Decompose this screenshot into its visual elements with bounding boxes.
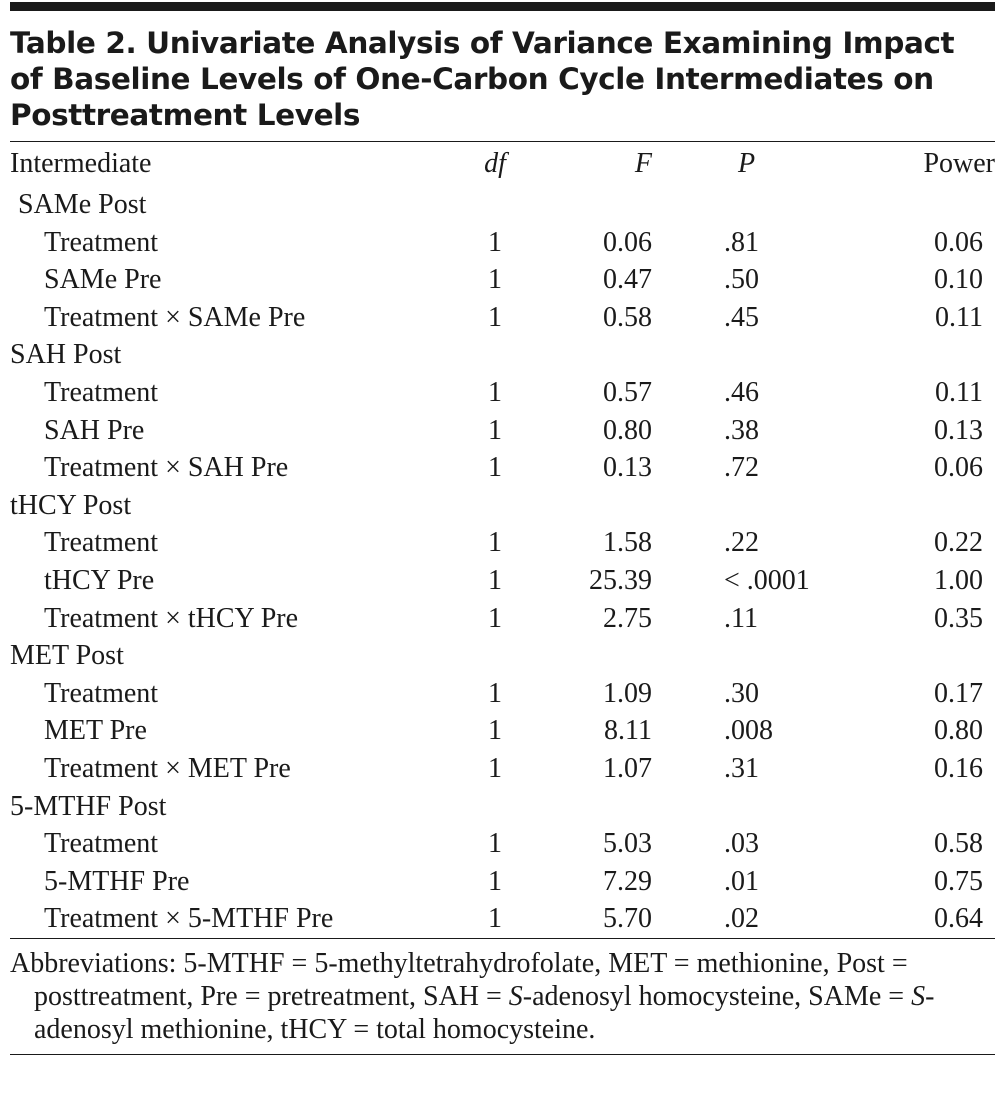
abbr-text-3: -adenosyl methionine, tHCY = total homocysteine. — [34, 980, 935, 1045]
abbr-text-1: Abbreviations: 5-MTHF = 5-methyltetrahydrofolate, MET = methionine, Post = posttreatment, Pre = pretreatment, SAH = — [10, 947, 908, 1012]
cell-p: .46 — [724, 376, 759, 408]
abbreviations-note — [10, 947, 999, 1046]
col-header-p: P — [738, 148, 756, 179]
cell-p: .81 — [724, 226, 759, 258]
cell-df: 1 — [488, 564, 502, 596]
cell-p: .31 — [724, 752, 759, 784]
cell-power: 0.22 — [934, 527, 983, 559]
cell-intermediate: Treatment — [44, 226, 159, 258]
table-row — [10, 712, 995, 750]
cell-df: 1 — [488, 903, 502, 935]
cell-power: 0.75 — [934, 865, 983, 897]
cell-f: 8.11 — [604, 715, 652, 747]
anova-table — [10, 142, 995, 938]
cell-p: .11 — [724, 602, 758, 634]
cell-p: .45 — [724, 301, 759, 333]
cell-p: .02 — [724, 903, 759, 935]
cell-power: 0.13 — [934, 414, 983, 446]
cell-f: 0.58 — [603, 301, 652, 333]
footer-rule — [10, 1054, 995, 1055]
table-row — [10, 524, 995, 562]
cell-df: 1 — [488, 752, 502, 784]
cell-f: 2.75 — [603, 602, 652, 634]
group-label: tHCY Post — [10, 489, 132, 521]
cell-df: 1 — [488, 715, 502, 747]
group-row — [10, 336, 995, 374]
cell-power: 0.80 — [934, 715, 983, 747]
cell-f: 0.13 — [603, 452, 652, 484]
cell-intermediate: SAMe Pre — [44, 264, 162, 296]
table-row — [10, 449, 995, 487]
cell-power: 0.16 — [934, 752, 983, 784]
cell-f: 1.58 — [603, 527, 652, 559]
cell-f: 0.06 — [603, 226, 652, 258]
cell-p: < .0001 — [724, 564, 810, 596]
cell-intermediate: Treatment — [44, 677, 159, 709]
col-header-intermediate: Intermediate — [10, 148, 152, 179]
cell-df: 1 — [488, 602, 502, 634]
cell-power: 0.11 — [935, 376, 983, 408]
table-row — [10, 675, 995, 713]
cell-intermediate: Treatment — [44, 828, 159, 860]
table-container — [10, 0, 995, 1055]
table-title: Table 2. Univariate Analysis of Variance Examining Impact of Baseline Levels of One-Carbon Cycle Intermediates on Posttreatment Levels — [10, 26, 955, 132]
group-label: 5-MTHF Post — [10, 790, 167, 822]
abbr-italic-s-2: S — [911, 980, 926, 1012]
cell-f: 0.47 — [603, 264, 652, 296]
cell-p: .30 — [724, 677, 759, 709]
table-row — [10, 299, 995, 337]
header-row — [10, 142, 995, 186]
cell-df: 1 — [488, 865, 502, 897]
group-label: MET Post — [10, 640, 124, 672]
col-header-df: df — [484, 148, 506, 179]
table-row — [10, 863, 995, 901]
group-label: SAMe Post — [18, 189, 147, 220]
cell-intermediate: Treatment — [44, 527, 159, 559]
group-row — [10, 788, 995, 826]
cell-p: .008 — [724, 715, 773, 747]
cell-p: .03 — [724, 828, 759, 860]
cell-intermediate: Treatment × 5-MTHF Pre — [44, 903, 334, 935]
cell-df: 1 — [488, 264, 502, 296]
cell-intermediate: Treatment × SAH Pre — [44, 452, 289, 484]
cell-df: 1 — [488, 414, 502, 446]
table-row — [10, 900, 995, 938]
cell-p: .22 — [724, 527, 759, 559]
table-row — [10, 412, 995, 450]
cell-df: 1 — [488, 226, 502, 258]
cell-power: 0.11 — [935, 301, 983, 333]
table-row — [10, 562, 995, 600]
cell-intermediate: Treatment — [44, 376, 159, 408]
cell-power: 0.10 — [934, 264, 983, 296]
cell-power: 0.35 — [934, 602, 983, 634]
group-row — [10, 637, 995, 675]
table-row — [10, 825, 995, 863]
cell-f: 0.57 — [603, 376, 652, 408]
table-row — [10, 261, 995, 299]
cell-p: .38 — [724, 414, 759, 446]
col-header-f: F — [634, 148, 652, 179]
cell-df: 1 — [488, 677, 502, 709]
cell-df: 1 — [488, 527, 502, 559]
group-row — [10, 186, 995, 224]
cell-f: 1.09 — [603, 677, 652, 709]
cell-p: .01 — [724, 865, 759, 897]
cell-df: 1 — [488, 452, 502, 484]
cell-intermediate: tHCY Pre — [44, 564, 155, 596]
cell-intermediate: 5-MTHF Pre — [44, 865, 190, 897]
cell-power: 0.06 — [934, 452, 983, 484]
cell-p: .50 — [724, 264, 759, 296]
cell-df: 1 — [488, 376, 502, 408]
cell-power: 0.58 — [934, 828, 983, 860]
table-row — [10, 374, 995, 412]
cell-intermediate: MET Pre — [44, 715, 147, 747]
cell-intermediate: Treatment × SAMe Pre — [44, 301, 306, 333]
cell-power: 0.64 — [934, 903, 983, 935]
cell-intermediate: Treatment × MET Pre — [44, 752, 291, 784]
cell-f: 25.39 — [589, 564, 652, 596]
abbr-text-2: -adenosyl homocysteine, SAMe = — [522, 980, 912, 1012]
cell-f: 7.29 — [603, 865, 652, 897]
cell-intermediate: SAH Pre — [44, 414, 145, 446]
table-row — [10, 224, 995, 262]
table-bottom-rule — [10, 938, 995, 939]
abbr-italic-s-1: S — [508, 980, 523, 1012]
cell-f: 1.07 — [603, 752, 652, 784]
cell-p: .72 — [724, 452, 759, 484]
table-row — [10, 600, 995, 638]
table-body — [10, 186, 995, 938]
col-header-power: Power — [923, 148, 995, 179]
table-row — [10, 750, 995, 788]
cell-intermediate: Treatment × tHCY Pre — [44, 602, 299, 634]
cell-df: 1 — [488, 301, 502, 333]
cell-f: 5.70 — [603, 903, 652, 935]
cell-power: 0.17 — [934, 677, 983, 709]
cell-power: 0.06 — [934, 226, 983, 258]
group-row — [10, 487, 995, 525]
cell-df: 1 — [488, 828, 502, 860]
cell-power: 1.00 — [934, 564, 983, 596]
cell-f: 0.80 — [603, 414, 652, 446]
cell-f: 5.03 — [603, 828, 652, 860]
group-label: SAH Post — [10, 339, 122, 371]
top-rule — [10, 2, 995, 11]
